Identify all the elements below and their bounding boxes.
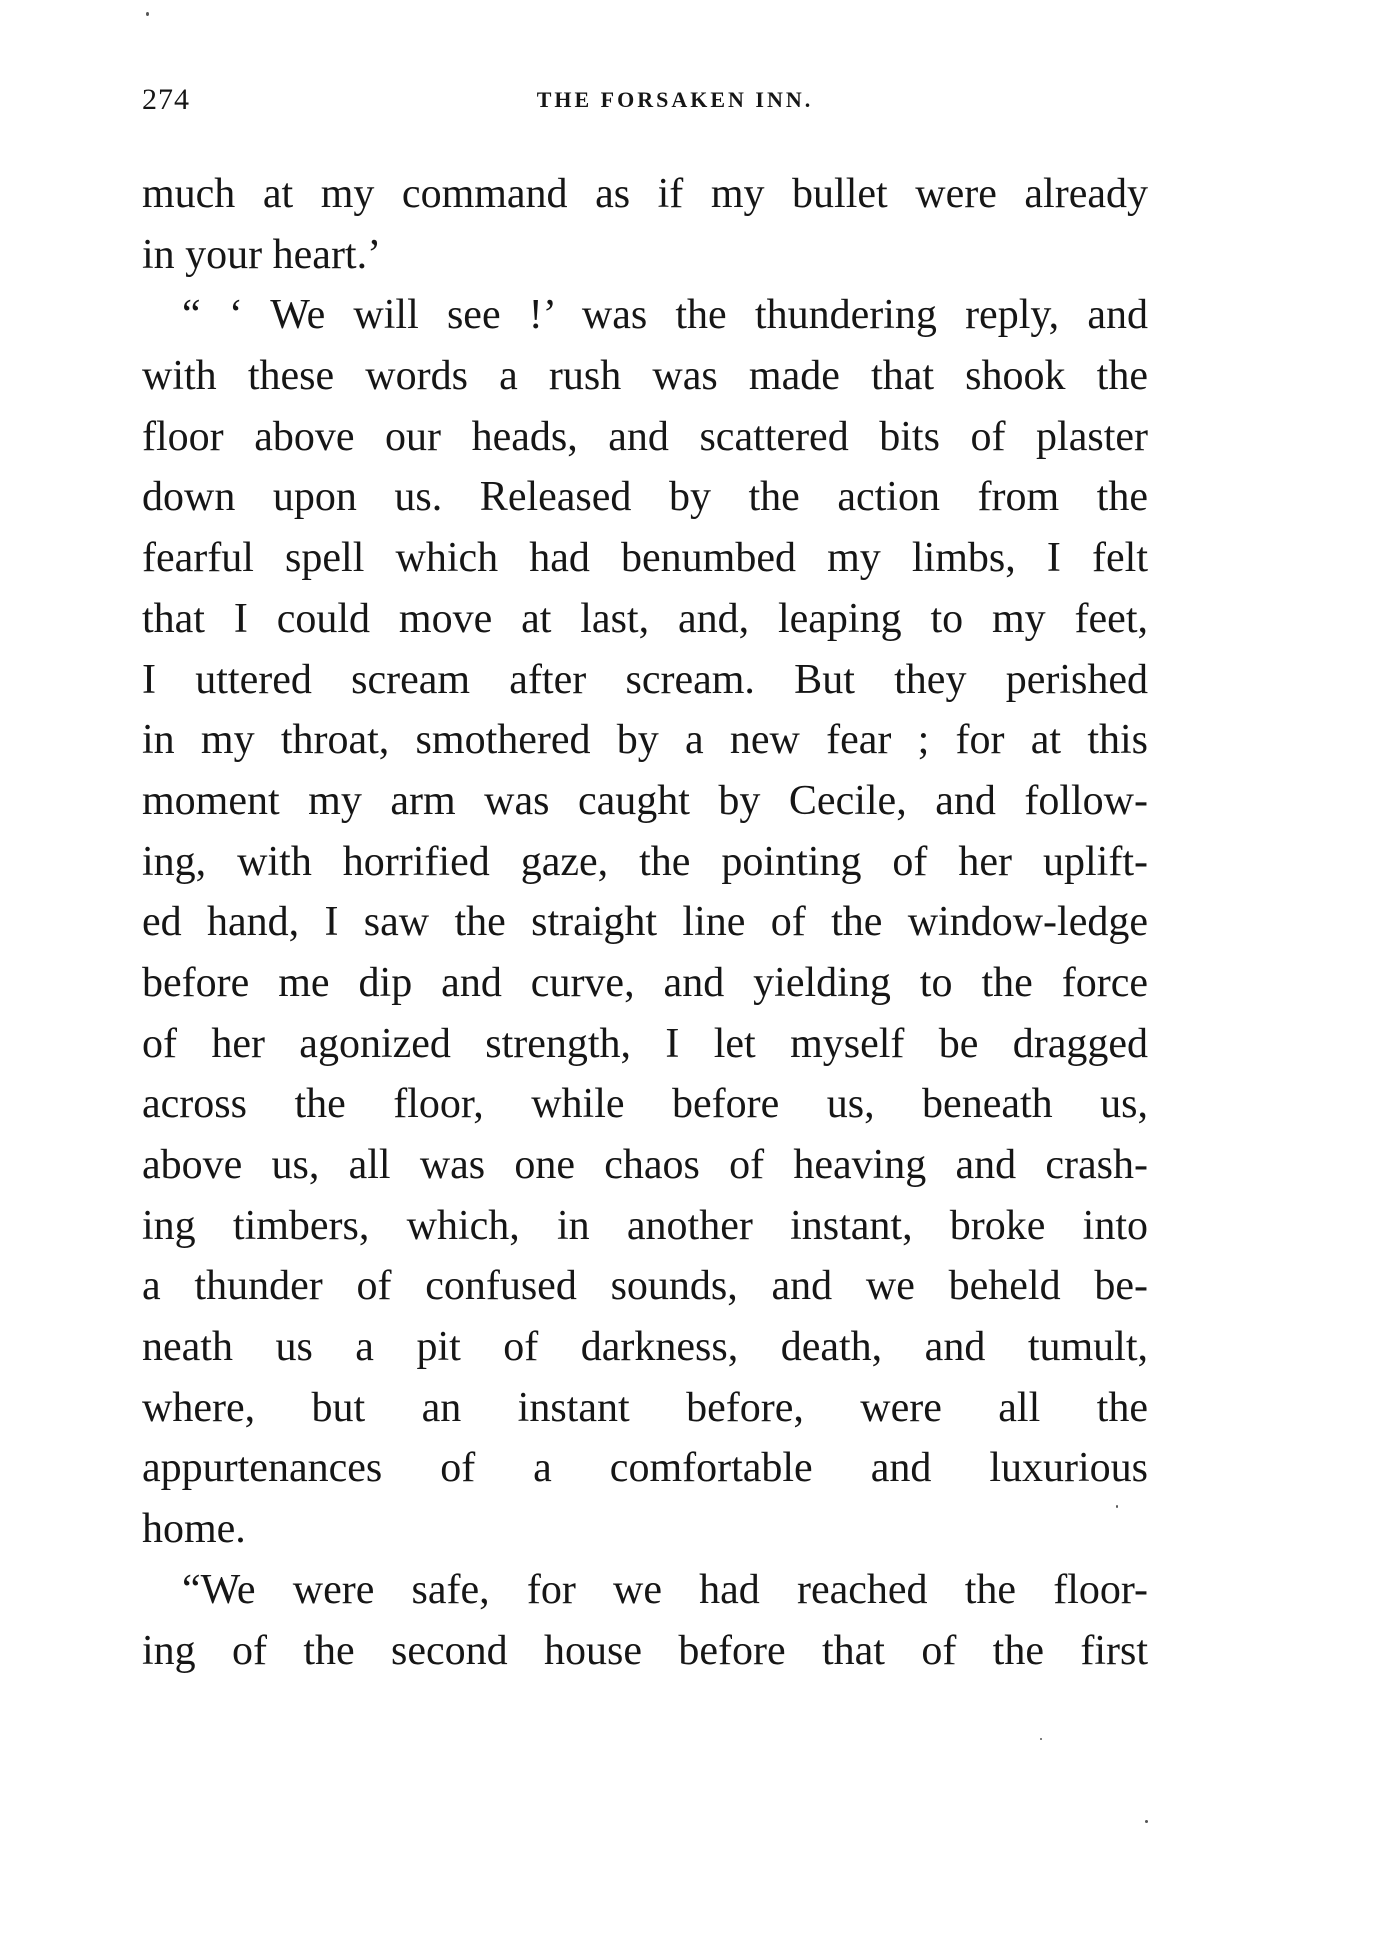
text-line: fearful spell which had benumbed my limbs, I felt bbox=[142, 535, 1148, 582]
scan-speck bbox=[146, 12, 149, 16]
text-line: where, but an instant before, were all the bbox=[142, 1384, 1148, 1431]
scan-speck bbox=[1145, 1820, 1148, 1823]
text-line: appurtenances of a comfortable and luxurious bbox=[142, 1445, 1148, 1492]
text-line: in my throat, smothered by a new fear ; for at this bbox=[142, 717, 1148, 764]
body-text bbox=[142, 164, 1148, 1681]
scan-speck bbox=[1116, 1505, 1118, 1508]
text-line: I uttered scream after scream. But they perished bbox=[142, 656, 1148, 703]
text-line: a thunder of confused sounds, and we beheld be- bbox=[142, 1263, 1148, 1310]
text-line: much at my command as if my bullet were already bbox=[142, 171, 1148, 217]
page-number: 274 bbox=[142, 83, 190, 116]
text-line: “ ‘ We will see !’ was the thundering reply, and bbox=[182, 292, 1148, 339]
text-line: ing timbers, which, in another instant, broke into bbox=[142, 1202, 1148, 1249]
text-line: “We were safe, for we had reached the floor- bbox=[182, 1566, 1148, 1613]
text-line: that I could move at last, and, leaping to my feet, bbox=[142, 595, 1148, 642]
text-line: floor above our heads, and scattered bits of plaster bbox=[142, 413, 1148, 460]
scan-speck bbox=[1040, 1738, 1042, 1740]
text-line: moment my arm was caught by Cecile, and follow- bbox=[142, 777, 1148, 824]
text-line: above us, all was one chaos of heaving and crash- bbox=[142, 1142, 1148, 1188]
text-line: in your heart.’ bbox=[142, 231, 382, 278]
text-line: before me dip and curve, and yielding to the force bbox=[142, 959, 1148, 1006]
text-line: neath us a pit of darkness, death, and tumult, bbox=[142, 1324, 1148, 1371]
text-line: ing of the second house before that of the first bbox=[142, 1627, 1148, 1674]
text-line: home. bbox=[142, 1506, 246, 1553]
text-line: with these words a rush was made that shook the bbox=[142, 353, 1148, 400]
running-title: THE FORSAKEN INN. bbox=[536, 87, 814, 112]
text-line: down upon us. Released by the action from the bbox=[142, 474, 1148, 521]
text-line: across the floor, while before us, beneath us, bbox=[142, 1081, 1148, 1128]
page-header bbox=[142, 78, 1148, 122]
text-line: of her agonized strength, I let myself be dragged bbox=[142, 1020, 1148, 1067]
text-line: ed hand, I saw the straight line of the window-ledge bbox=[142, 899, 1148, 946]
text-line: ing, with horrified gaze, the pointing of her uplift- bbox=[142, 838, 1148, 885]
